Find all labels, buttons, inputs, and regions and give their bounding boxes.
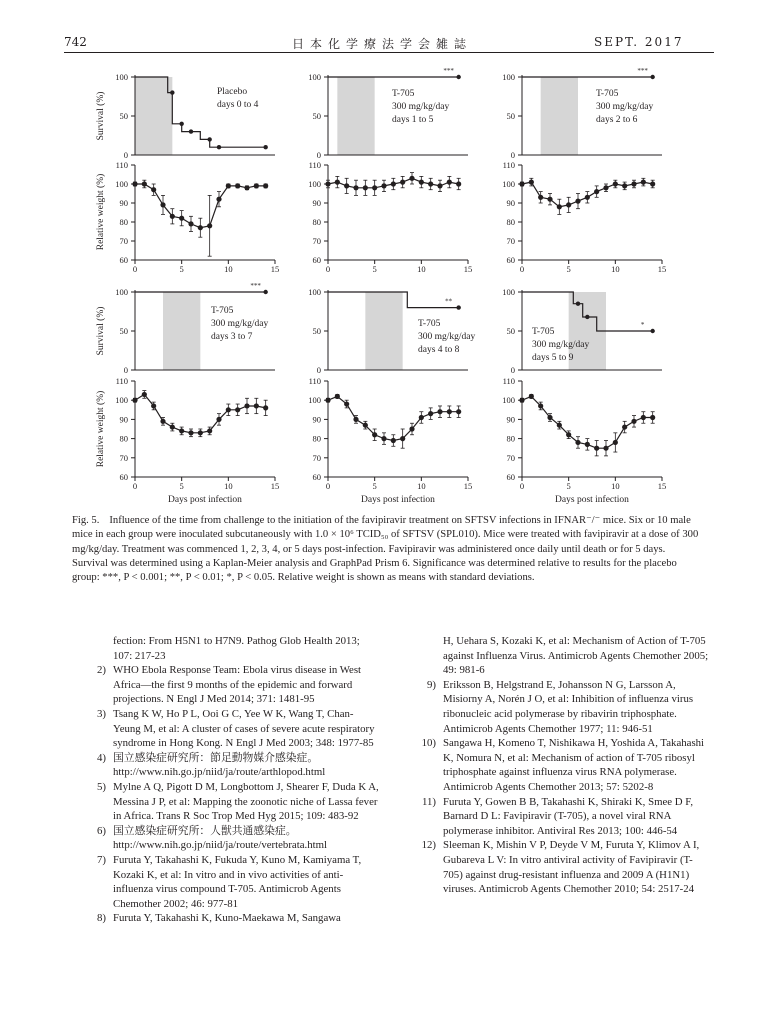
- panel-1: [115, 72, 279, 274]
- weight-point: [575, 440, 580, 445]
- treatment-shade: [163, 292, 200, 370]
- issue-date: SEPT. 2017: [594, 35, 684, 49]
- weight-point: [325, 398, 330, 403]
- x-tick-label: 5: [372, 481, 377, 491]
- weight-tick-label: 90: [119, 414, 128, 425]
- weight-axis-title: Relative weight (%): [96, 390, 106, 468]
- weight-tick-label: 100: [308, 395, 321, 406]
- weight-point: [400, 180, 405, 185]
- x-tick-label: 0: [325, 264, 331, 274]
- treatment-shade: [541, 77, 578, 155]
- weight-point: [226, 183, 231, 188]
- weight-tick-label: 80: [119, 217, 128, 227]
- weight-point: [151, 187, 156, 192]
- reference-number: 10): [421, 737, 436, 750]
- weight-tick-label: 90: [312, 414, 321, 425]
- weight-point: [353, 185, 358, 190]
- weight-point: [263, 405, 268, 410]
- significance-marker: ***: [637, 67, 648, 75]
- references-left-column: [80, 634, 380, 926]
- survival-tick-label: 0: [123, 365, 128, 375]
- x-tick-label: 15: [270, 264, 280, 274]
- weight-point: [447, 180, 452, 185]
- survival-point: [179, 122, 183, 126]
- weight-point: [400, 436, 405, 441]
- x-tick-label: 10: [224, 481, 233, 491]
- references-right-column: [410, 634, 710, 897]
- reference-text: Furuta Y, Takahashi K, Fukuda Y, Kuno M, Kamiyama T, Kozaki K, et al: In vitro and in vivo activities of anti-influenza virus compound T-705. Antimicrob Agents Chemother 2002; 46: 977-81: [113, 853, 362, 910]
- survival-tick-label: 0: [316, 365, 321, 375]
- weight-tick-label: 80: [119, 433, 128, 444]
- weight-tick-label: 60: [312, 472, 321, 482]
- weight-tick-label: 70: [506, 452, 515, 463]
- weight-point: [603, 446, 608, 451]
- reference-number: 6): [97, 824, 106, 837]
- weight-point: [344, 401, 349, 406]
- reference-item: [80, 707, 380, 751]
- weight-point: [372, 185, 377, 190]
- treatment-label: T-705: [392, 89, 415, 99]
- weight-tick-label: 110: [115, 160, 128, 170]
- weight-point: [650, 415, 655, 420]
- weight-tick-label: 100: [502, 179, 515, 189]
- weight-point: [631, 181, 636, 186]
- survival-tick-label: 100: [115, 287, 128, 297]
- weight-point: [456, 181, 461, 186]
- weight-tick-label: 60: [119, 472, 128, 482]
- x-axis-title: Days post infection: [361, 495, 435, 505]
- weight-tick-label: 60: [506, 255, 515, 265]
- survival-point: [263, 145, 267, 149]
- weight-point: [557, 204, 562, 209]
- weight-tick-label: 60: [119, 255, 128, 265]
- weight-tick-label: 80: [506, 433, 515, 444]
- x-tick-label: 10: [417, 264, 426, 274]
- significance-marker: **: [445, 297, 453, 306]
- weight-tick-label: 60: [506, 472, 515, 482]
- weight-point: [179, 428, 184, 433]
- treatment-label: days 3 to 7: [211, 332, 253, 342]
- reference-number: 9): [427, 678, 436, 691]
- survival-tick-label: 100: [115, 72, 128, 82]
- reference-number: 8): [97, 912, 106, 925]
- weight-point: [622, 183, 627, 188]
- reference-item: [410, 678, 710, 736]
- caption-text: Influence of the time from challenge to the initiation of the favipiravir treatment on SFTSV infections in IFNAR⁻/⁻ mice. Six or 10 male mice in each group were inoculated subcutaneously with 1.0 × 10⁶ TCID₅₀ of SFTSV (SPL010). Mice were treated with favipiravir at a dose of 300 mg/kg/day. Treatment was commenced 1, 2, 3, 4, or 5 days post-infection. Favipiravir was administered once daily until death or for 5 days. Survival was determined using a Kaplan-Meier analysis and GraphPad Prism 6. Significance was determined relative to results for the placebo group: ***, P < 0.001; **, P < 0.01; *, P < 0.05. Relative weight is shown as means with standard deviations.: [72, 515, 699, 584]
- reference-number: 5): [97, 780, 106, 793]
- survival-tick-label: 0: [123, 150, 128, 160]
- weight-point: [325, 181, 330, 186]
- weight-tick-label: 70: [312, 236, 321, 246]
- caption-label: Fig. 5.: [72, 515, 100, 526]
- x-tick-label: 10: [611, 264, 620, 274]
- weight-point: [613, 440, 618, 445]
- survival-point: [456, 305, 460, 309]
- weight-point: [198, 225, 203, 230]
- treatment-label: 300 mg/kg/day: [596, 102, 654, 112]
- treatment-label: days 5 to 9: [532, 353, 574, 363]
- survival-tick-label: 50: [119, 111, 128, 121]
- weight-point: [226, 407, 231, 412]
- x-tick-label: 15: [270, 481, 280, 491]
- reference-item: [410, 634, 710, 678]
- weight-point: [519, 398, 524, 403]
- weight-point: [381, 183, 386, 188]
- weight-point: [529, 180, 534, 185]
- reference-text: 国立感染症研究所：人獣共通感染症。 http://www.nih.go.jp/niid/ja/route/vertebrata.html: [113, 824, 327, 852]
- weight-point: [428, 181, 433, 186]
- survival-tick-label: 100: [502, 287, 515, 297]
- weight-point: [263, 183, 268, 188]
- weight-tick-label: 70: [312, 452, 321, 463]
- survival-tick-label: 0: [510, 365, 515, 375]
- weight-point: [381, 436, 386, 441]
- weight-tick-label: 110: [502, 160, 515, 170]
- treatment-label: T-705: [211, 306, 234, 316]
- weight-tick-label: 70: [506, 236, 515, 246]
- weight-point: [622, 424, 627, 429]
- survival-axis-title: Survival (%): [96, 306, 106, 356]
- weight-tick-label: 110: [308, 376, 321, 386]
- reference-text: fection: From H5N1 to H7N9. Pathog Glob Health 2013; 107: 217-23: [113, 635, 360, 662]
- weight-point: [547, 415, 552, 420]
- survival-tick-label: 50: [506, 111, 515, 121]
- x-tick-label: 0: [132, 264, 138, 274]
- reference-text: Tsang K W, Ho P L, Ooi G C, Yee W K, Wang T, Chan-Yeung M, et al: A cluster of cases of severe acute respiratory syndrome in Hong Kong. N Engl J Med 2003; 348: 1977-85: [113, 707, 375, 750]
- reference-text: Sangawa H, Komeno T, Nishikawa H, Yoshida A, Takahashi K, Nomura N, et al: Mechanism of action of T-705 ribosyl triphosphate against influenza virus RNA polymerase. Antimicrob Agents Chemother 2013; 57: 5202-8: [443, 737, 705, 793]
- panel-2: [308, 67, 472, 274]
- figure-caption: [72, 514, 702, 585]
- weight-tick-label: 110: [308, 160, 321, 170]
- reference-item: [80, 780, 380, 824]
- treatment-label: days 4 to 8: [418, 345, 460, 355]
- weight-point: [216, 417, 221, 422]
- weight-tick-label: 90: [312, 198, 321, 208]
- weight-point: [641, 415, 646, 420]
- weight-point: [631, 419, 636, 424]
- survival-point: [456, 75, 460, 79]
- weight-point: [132, 181, 137, 186]
- reference-item: [410, 795, 710, 839]
- weight-tick-label: 100: [115, 179, 128, 189]
- weight-point: [170, 424, 175, 429]
- x-tick-label: 5: [566, 481, 571, 491]
- weight-point: [188, 430, 193, 435]
- weight-point: [235, 407, 240, 412]
- x-tick-label: 0: [519, 481, 525, 491]
- survival-point: [207, 137, 211, 141]
- weight-point: [447, 409, 452, 414]
- panel-6: [502, 287, 666, 505]
- survival-tick-label: 50: [506, 326, 515, 336]
- treatment-label: 300 mg/kg/day: [532, 340, 590, 350]
- reference-text: Eriksson B, Helgstrand E, Johansson N G, Larsson A, Misiorny A, Norén J O, et al: Inhibition of influenza virus ribonucleic acid polymerase by ribavirin triphosphate. Antimicrob Agents Chemother 1977; 11: 946-51: [443, 678, 694, 735]
- reference-number: 2): [97, 664, 106, 677]
- survival-tick-label: 50: [312, 326, 321, 336]
- weight-point: [207, 223, 212, 228]
- weight-point: [170, 214, 175, 219]
- treatment-shade: [337, 77, 374, 155]
- weight-point: [419, 180, 424, 185]
- survival-tick-label: 0: [316, 150, 321, 160]
- journal-title: 日本化学療法学会雑誌: [292, 37, 473, 51]
- x-tick-label: 15: [463, 481, 473, 491]
- reference-item: [80, 634, 380, 663]
- weight-point: [391, 438, 396, 443]
- weight-point: [547, 197, 552, 202]
- weight-point: [594, 189, 599, 194]
- weight-tick-label: 110: [115, 376, 128, 386]
- reference-item: [80, 911, 380, 926]
- weight-point: [344, 183, 349, 188]
- survival-point: [585, 315, 589, 319]
- weight-point: [372, 432, 377, 437]
- weight-axis-title: Relative weight (%): [96, 173, 106, 251]
- weight-point: [650, 181, 655, 186]
- weight-point: [428, 411, 433, 416]
- survival-point: [576, 302, 580, 306]
- weight-point: [437, 409, 442, 414]
- weight-point: [198, 430, 203, 435]
- weight-tick-label: 80: [506, 217, 515, 227]
- reference-number: 11): [422, 795, 436, 808]
- weight-point: [566, 432, 571, 437]
- x-tick-label: 5: [566, 264, 571, 274]
- weight-point: [575, 199, 580, 204]
- panel-4: [115, 282, 279, 505]
- treatment-label: T-705: [596, 89, 619, 99]
- weight-point: [160, 202, 165, 207]
- reference-text: H, Uehara S, Kozaki K, et al: Mechanism of Action of T-705 against Influenza Virus. Antimicrob Agents Chemother 2005; 49: 981-6: [443, 635, 709, 677]
- x-tick-label: 0: [325, 481, 331, 491]
- significance-marker: *: [640, 321, 645, 329]
- reference-text: Sleeman K, Mishin V P, Deyde V M, Furuta Y, Klimov A I, Gubareva L V: In vitro antiviral activity of Favipiravir (T-705) against drug-resistant influenza and 2009 A (H1N1) viruses. Antimicrob Agents Chemother 2010; 54: 2517-24: [443, 839, 700, 896]
- weight-point: [409, 426, 414, 431]
- weight-point: [538, 403, 543, 408]
- survival-tick-label: 100: [502, 72, 515, 82]
- x-tick-label: 5: [179, 481, 184, 491]
- reference-item: [80, 853, 380, 911]
- treatment-label: T-705: [418, 319, 441, 329]
- treatment-label: 300 mg/kg/day: [392, 102, 450, 112]
- treatment-shade: [365, 292, 402, 370]
- weight-point: [207, 428, 212, 433]
- weight-point: [142, 181, 147, 186]
- weight-point: [557, 423, 562, 428]
- weight-tick-label: 110: [502, 376, 515, 386]
- x-tick-label: 5: [179, 264, 184, 274]
- survival-tick-label: 100: [308, 287, 321, 297]
- weight-point: [335, 180, 340, 185]
- weight-tick-label: 70: [119, 236, 128, 246]
- reference-number: 3): [97, 707, 106, 720]
- weight-tick-label: 100: [308, 179, 321, 189]
- significance-marker: ***: [250, 282, 261, 290]
- weight-point: [235, 183, 240, 188]
- weight-point: [216, 197, 221, 202]
- weight-tick-label: 90: [506, 198, 515, 208]
- weight-point: [132, 398, 137, 403]
- survival-tick-label: 0: [510, 150, 515, 160]
- reference-item: [410, 838, 710, 896]
- treatment-label: days 0 to 4: [217, 100, 259, 110]
- weight-point: [603, 185, 608, 190]
- weight-tick-label: 80: [312, 217, 321, 227]
- weight-tick-label: 60: [312, 255, 321, 265]
- x-tick-label: 15: [463, 264, 473, 274]
- weight-point: [244, 403, 249, 408]
- reference-text: 国立感染症研究所：節足動物媒介感染症。 http://www.nih.go.jp/niid/ja/route/arthlopod.html: [113, 751, 326, 779]
- x-tick-label: 15: [657, 264, 667, 274]
- reference-number: 7): [97, 853, 106, 866]
- x-axis-title: Days post infection: [555, 495, 629, 505]
- panel-3: [502, 67, 666, 274]
- weight-point: [566, 202, 571, 207]
- survival-point: [650, 329, 654, 333]
- x-tick-label: 10: [611, 481, 620, 491]
- reference-number: 4): [97, 751, 106, 764]
- treatment-label: Placebo: [217, 87, 248, 97]
- survival-tick-label: 50: [119, 326, 128, 336]
- weight-point: [419, 415, 424, 420]
- weight-point: [409, 176, 414, 181]
- reference-item: [80, 663, 380, 707]
- weight-point: [585, 195, 590, 200]
- x-tick-label: 5: [372, 264, 377, 274]
- weight-point: [363, 185, 368, 190]
- weight-point: [254, 403, 259, 408]
- survival-point: [217, 145, 221, 149]
- x-tick-label: 0: [519, 264, 525, 274]
- weight-point: [538, 195, 543, 200]
- survival-point: [263, 290, 267, 294]
- weight-point: [519, 181, 524, 186]
- treatment-shade: [135, 77, 172, 155]
- weight-point: [254, 183, 259, 188]
- survival-point: [650, 75, 654, 79]
- weight-tick-label: 100: [502, 395, 515, 406]
- survival-point: [170, 90, 174, 94]
- page-number: 742: [64, 35, 87, 49]
- weight-point: [179, 216, 184, 221]
- weight-point: [188, 221, 193, 226]
- reference-number: 12): [421, 839, 436, 852]
- reference-text: Furuta Y, Gowen B B, Takahashi K, Shiraki K, Smee D F, Barnard D L: Favipiravir (T-705), a novel viral RNA polymerase inhibitor. Antiviral Res 2013; 100: 446-54: [443, 795, 694, 837]
- weight-point: [151, 403, 156, 408]
- weight-point: [363, 423, 368, 428]
- weight-point: [437, 183, 442, 188]
- weight-tick-label: 100: [115, 395, 128, 406]
- weight-tick-label: 90: [506, 414, 515, 425]
- x-tick-label: 10: [417, 481, 426, 491]
- weight-point: [353, 417, 358, 422]
- weight-point: [142, 392, 147, 397]
- weight-tick-label: 80: [312, 433, 321, 444]
- reference-item: [80, 824, 380, 853]
- x-tick-label: 15: [657, 481, 667, 491]
- reference-text: WHO Ebola Response Team: Ebola virus disease in West Africa—the first 9 months of the epidemic and forward projections. N Engl J Med 2014; 371: 1481-95: [113, 664, 362, 706]
- x-axis-title: Days post infection: [168, 495, 242, 505]
- weight-point: [613, 181, 618, 186]
- reference-text: Furuta Y, Takahashi K, Kuno-Maekawa M, Sangawa: [113, 912, 341, 925]
- x-tick-label: 10: [224, 264, 233, 274]
- survival-axis-title: Survival (%): [96, 91, 106, 141]
- significance-marker: ***: [443, 67, 454, 75]
- weight-point: [391, 181, 396, 186]
- survival-point: [189, 129, 193, 133]
- treatment-label: 300 mg/kg/day: [211, 319, 269, 329]
- weight-point: [594, 446, 599, 451]
- treatment-label: 300 mg/kg/day: [418, 332, 476, 342]
- weight-point: [585, 442, 590, 447]
- weight-point: [456, 409, 461, 414]
- reference-item: [410, 736, 710, 794]
- reference-item: [80, 751, 380, 780]
- weight-point: [529, 394, 534, 399]
- reference-text: Mylne A Q, Pigott D M, Longbottom J, Shearer F, Duda K A, Messina J P, et al: Mapping the zoonotic niche of Lassa fever in Africa. Trans R Soc Trop Med Hyg 2015; 109: 483-92: [113, 780, 379, 823]
- x-tick-label: 0: [132, 481, 138, 491]
- treatment-label: days 1 to 5: [392, 115, 434, 125]
- weight-point: [335, 394, 340, 399]
- treatment-label: days 2 to 6: [596, 115, 638, 125]
- weight-point: [160, 419, 165, 424]
- treatment-label: T-705: [532, 327, 555, 337]
- survival-tick-label: 100: [308, 72, 321, 82]
- weight-point: [244, 185, 249, 190]
- panel-5: [308, 287, 475, 505]
- weight-tick-label: 90: [119, 198, 128, 208]
- survival-tick-label: 50: [312, 111, 321, 121]
- weight-point: [641, 180, 646, 185]
- weight-tick-label: 70: [119, 452, 128, 463]
